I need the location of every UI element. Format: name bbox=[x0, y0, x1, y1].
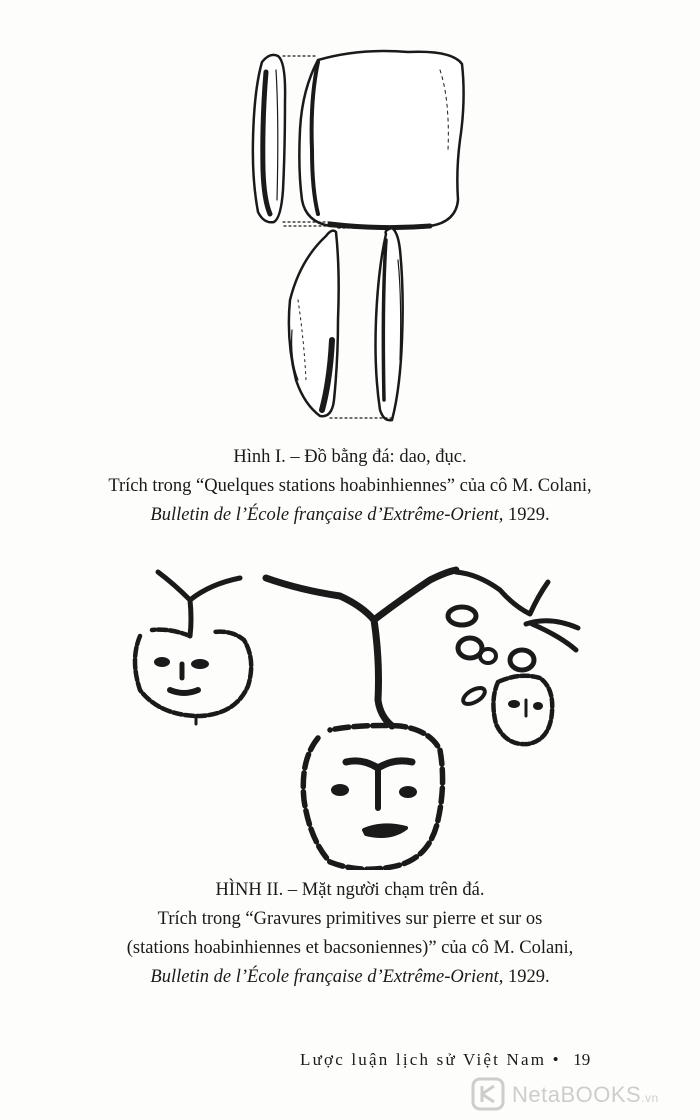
figure-1-caption bbox=[0, 443, 700, 530]
watermark-domain: .vn bbox=[641, 1091, 659, 1105]
stone-chisel-side-view bbox=[289, 231, 339, 417]
figure-2-source-line2: (stations hoabinhiennes et bacsoniennes)” của cô M. Colani, bbox=[126, 938, 574, 958]
figure-2-source-line1: Trích trong “Gravures primitives sur pierre et sur os bbox=[157, 909, 543, 929]
figure-2-journal bbox=[0, 963, 700, 992]
stone-chisel-front-view bbox=[376, 228, 403, 420]
page-number: 19 bbox=[573, 1050, 591, 1069]
figure-1-title: Hình I. – Đồ bằng đá: dao, đục. bbox=[233, 447, 467, 467]
stone-knife-side-view bbox=[253, 55, 285, 222]
carved-face-large bbox=[266, 570, 456, 869]
journal-year: , 1929. bbox=[498, 505, 550, 525]
watermark-brand: NetaBOOKS bbox=[512, 1082, 642, 1107]
footer-separator: • bbox=[552, 1050, 561, 1069]
figure-1-source: Trích trong “Quelques stations hoabinhiennes” của cô M. Colani, bbox=[108, 476, 592, 496]
running-book-title: Lược luận lịch sử Việt Nam bbox=[300, 1050, 547, 1069]
figure-2-caption bbox=[0, 876, 700, 992]
figure-2-carved-faces-illustration bbox=[0, 560, 700, 870]
journal-name: Bulletin de l’École française d’Extrême-Orient bbox=[150, 967, 499, 987]
stone-knife-front-view bbox=[299, 51, 463, 228]
figure-1-journal bbox=[0, 501, 700, 530]
carved-face-small bbox=[135, 572, 251, 724]
journal-name: Bulletin de l’École française d’Extrême-Orient bbox=[150, 505, 499, 525]
carved-face-with-beads bbox=[448, 572, 578, 744]
journal-year: , 1929. bbox=[498, 967, 550, 987]
figure-2-title: HÌNH II. – Mặt người chạm trên đá. bbox=[215, 880, 485, 900]
figure-1-stone-tools-illustration bbox=[0, 40, 700, 440]
watermark-text bbox=[512, 1082, 659, 1108]
netabooks-logo-icon bbox=[470, 1076, 506, 1112]
publisher-watermark bbox=[470, 1074, 695, 1114]
